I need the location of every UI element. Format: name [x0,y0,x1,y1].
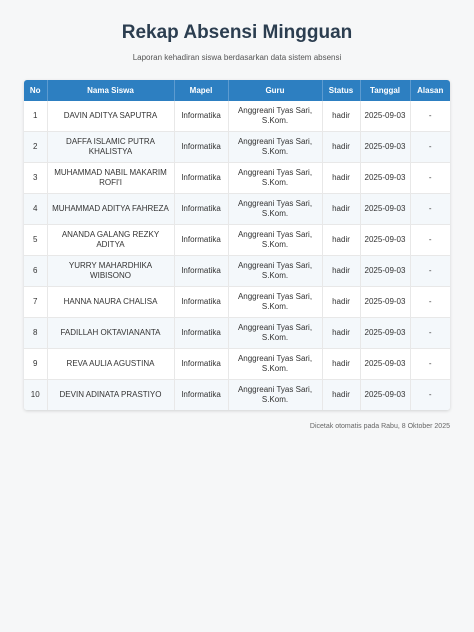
cell-mapel: Informatika [174,163,228,194]
page-title: Rekap Absensi Mingguan [121,22,353,43]
cell-no: 1 [24,101,47,132]
cell-no: 7 [24,287,47,318]
table-row [24,318,450,349]
cell-nama-siswa: DEVIN ADINATA PRASTIYO [47,380,174,411]
cell-no: 10 [24,380,47,411]
table-header-row [24,80,450,101]
cell-alasan: - [410,349,450,380]
cell-guru: Anggreani Tyas Sari, S.Kom. [228,380,322,411]
column-header-nama-siswa: Nama Siswa [47,80,174,101]
cell-status: hadir [322,101,360,132]
cell-guru: Anggreani Tyas Sari, S.Kom. [228,101,322,132]
cell-no: 4 [24,194,47,225]
table-row [24,380,450,411]
cell-mapel: Informatika [174,194,228,225]
attendance-table [24,80,450,410]
cell-guru: Anggreani Tyas Sari, S.Kom. [228,318,322,349]
cell-nama-siswa: HANNA NAURA CHALISA [47,287,174,318]
cell-alasan: - [410,256,450,287]
cell-status: hadir [322,132,360,163]
cell-guru: Anggreani Tyas Sari, S.Kom. [228,287,322,318]
cell-nama-siswa: FADILLAH OKTAVIANANTA [47,318,174,349]
cell-status: hadir [322,194,360,225]
cell-guru: Anggreani Tyas Sari, S.Kom. [228,132,322,163]
cell-guru: Anggreani Tyas Sari, S.Kom. [228,225,322,256]
attendance-table-container [24,80,450,410]
cell-guru: Anggreani Tyas Sari, S.Kom. [228,194,322,225]
cell-nama-siswa: YURRY MAHARDHIKA WIBISONO [47,256,174,287]
cell-tanggal: 2025-09-03 [360,132,410,163]
cell-tanggal: 2025-09-03 [360,318,410,349]
cell-alasan: - [410,380,450,411]
column-header-alasan: Alasan [410,80,450,101]
print-timestamp: Dicetak otomatis pada Rabu, 8 Oktober 2025 [309,423,450,430]
cell-tanggal: 2025-09-03 [360,101,410,132]
table-row [24,194,450,225]
cell-no: 2 [24,132,47,163]
cell-status: hadir [322,287,360,318]
cell-status: hadir [322,349,360,380]
cell-alasan: - [410,225,450,256]
cell-alasan: - [410,101,450,132]
cell-no: 6 [24,256,47,287]
cell-status: hadir [322,163,360,194]
column-header-no: No [24,80,47,101]
cell-mapel: Informatika [174,225,228,256]
cell-alasan: - [410,132,450,163]
cell-alasan: - [410,194,450,225]
cell-no: 8 [24,318,47,349]
column-header-tanggal: Tanggal [360,80,410,101]
cell-nama-siswa: MUHAMMAD ADITYA FAHREZA [47,194,174,225]
table-row [24,132,450,163]
table-row [24,349,450,380]
cell-no: 9 [24,349,47,380]
column-header-status: Status [322,80,360,101]
cell-guru: Anggreani Tyas Sari, S.Kom. [228,256,322,287]
table-row [24,287,450,318]
cell-mapel: Informatika [174,256,228,287]
table-row [24,256,450,287]
cell-tanggal: 2025-09-03 [360,194,410,225]
cell-tanggal: 2025-09-03 [360,287,410,318]
cell-status: hadir [322,380,360,411]
cell-tanggal: 2025-09-03 [360,163,410,194]
cell-tanggal: 2025-09-03 [360,256,410,287]
cell-mapel: Informatika [174,132,228,163]
cell-no: 5 [24,225,47,256]
cell-mapel: Informatika [174,318,228,349]
table-row [24,163,450,194]
cell-mapel: Informatika [174,287,228,318]
table-row [24,101,450,132]
cell-tanggal: 2025-09-03 [360,225,410,256]
cell-status: hadir [322,225,360,256]
cell-mapel: Informatika [174,101,228,132]
cell-nama-siswa: REVA AULIA AGUSTINA [47,349,174,380]
cell-tanggal: 2025-09-03 [360,380,410,411]
cell-alasan: - [410,287,450,318]
table-body [24,101,450,410]
column-header-guru: Guru [228,80,322,101]
page-subtitle: Laporan kehadiran siswa berdasarkan data sistem absensi [132,53,342,62]
cell-alasan: - [410,163,450,194]
cell-alasan: - [410,318,450,349]
cell-tanggal: 2025-09-03 [360,349,410,380]
cell-mapel: Informatika [174,349,228,380]
cell-guru: Anggreani Tyas Sari, S.Kom. [228,349,322,380]
cell-no: 3 [24,163,47,194]
cell-mapel: Informatika [174,380,228,411]
table-row [24,225,450,256]
cell-guru: Anggreani Tyas Sari, S.Kom. [228,163,322,194]
cell-status: hadir [322,318,360,349]
cell-nama-siswa: MUHAMMAD NABIL MAKARIM ROFI'I [47,163,174,194]
cell-status: hadir [322,256,360,287]
column-header-mapel: Mapel [174,80,228,101]
cell-nama-siswa: ANANDA GALANG REZKY ADITYA [47,225,174,256]
cell-nama-siswa: DAVIN ADITYA SAPUTRA [47,101,174,132]
cell-nama-siswa: DAFFA ISLAMIC PUTRA KHALISTYA [47,132,174,163]
